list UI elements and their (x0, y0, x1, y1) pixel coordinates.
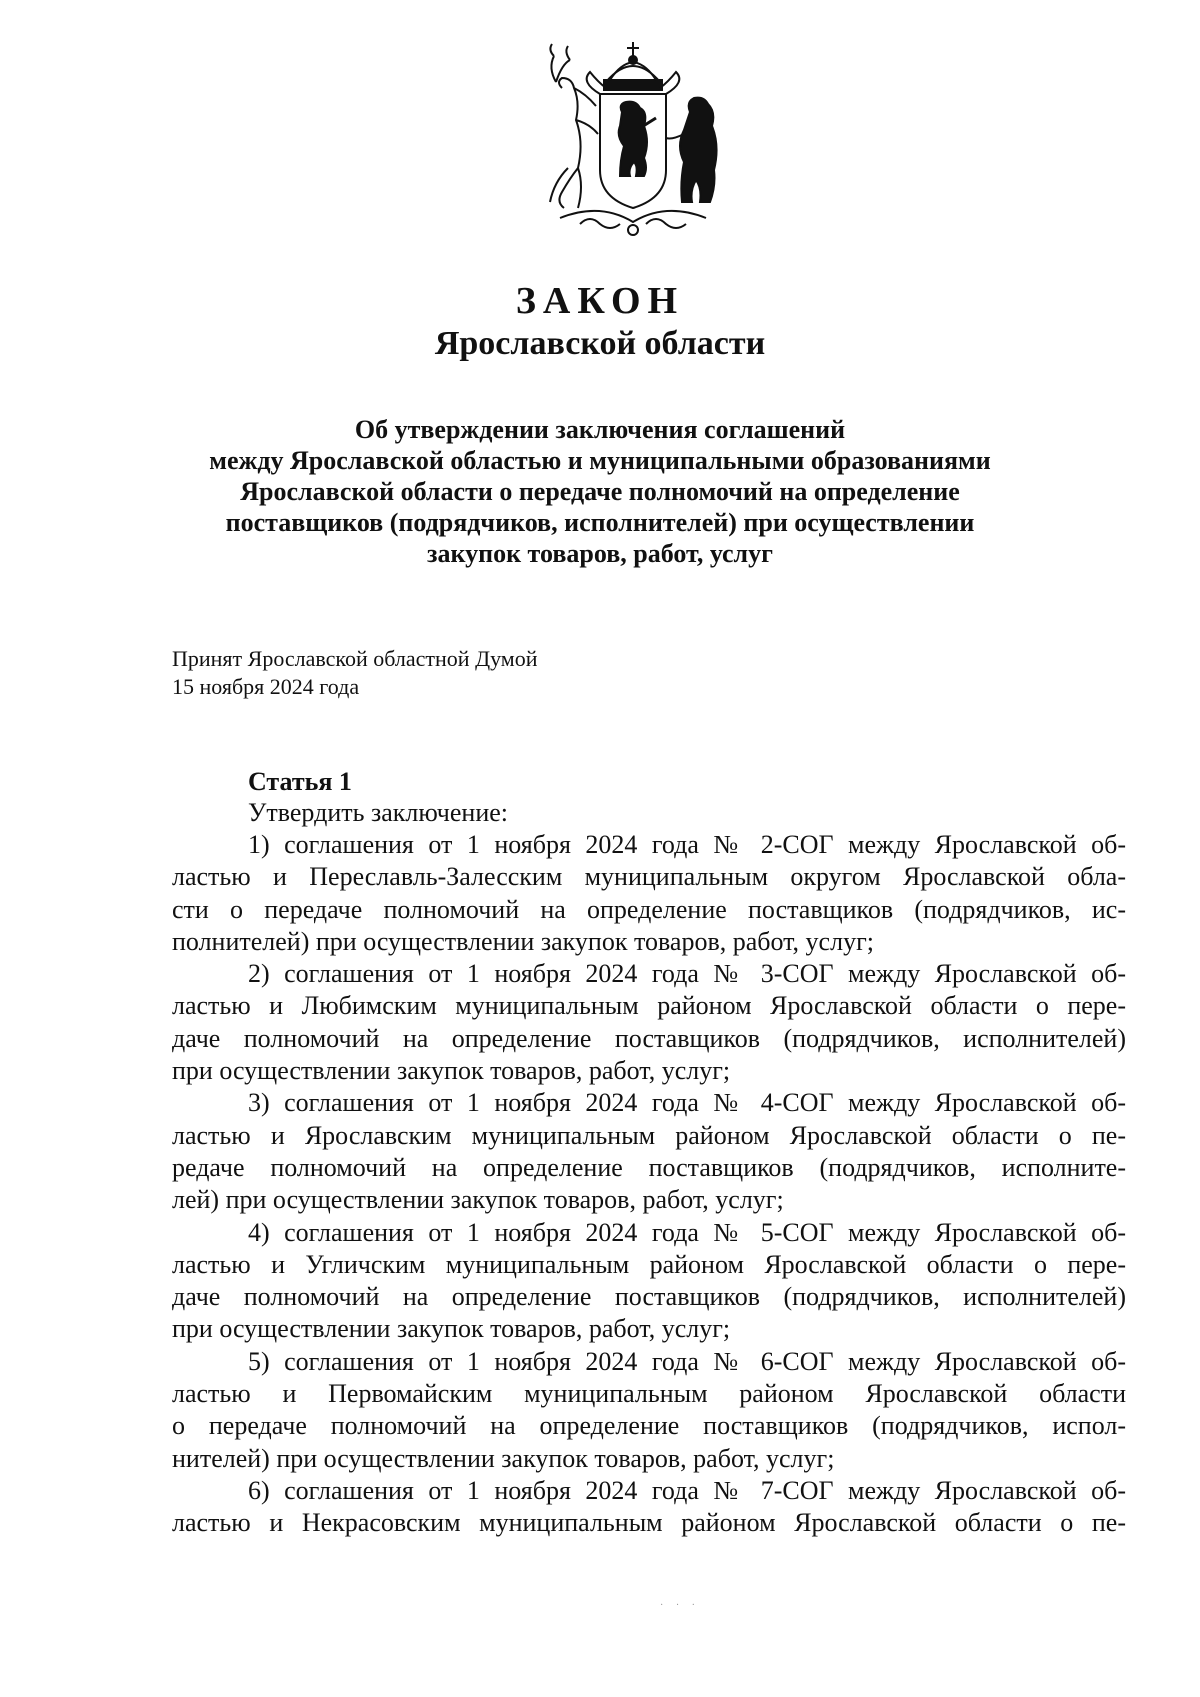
text-line: 5) соглашения от 1 ноября 2024 года № 6-СОГ между Ярославской об- (248, 1346, 1126, 1376)
adoption-body: Принят Ярославской областной Думой (172, 646, 538, 671)
list-item (172, 1475, 1126, 1540)
text-line: ластью и Любимским муниципальным районом Ярославской области о пере- (172, 991, 1126, 1021)
text-line: сти о передаче полномочий на определение поставщиков (подрядчиков, ис- (172, 894, 1126, 924)
list-item (172, 1087, 1126, 1216)
heading-line: поставщиков (подрядчиков, исполнителей) при осуществлении (225, 508, 975, 537)
document-subtitle: Ярославской области (434, 325, 766, 362)
text-line: при осуществлении закупок товаров, работ, услуг; (172, 1314, 731, 1344)
document-title: ЗАКОН (515, 280, 685, 322)
adoption-date: 15 ноября 2024 года (172, 674, 360, 699)
text-line: даче полномочий на определение поставщиков (подрядчиков, исполнителей) (172, 1282, 1126, 1312)
text-line: 3) соглашения от 1 ноября 2024 года № 4-СОГ между Ярославской об- (248, 1088, 1126, 1118)
text-line: 6) соглашения от 1 ноября 2024 года № 7-СОГ между Ярославской об- (248, 1475, 1126, 1505)
text-line: редаче полномочий на определение поставщиков (подрядчиков, исполните- (172, 1152, 1126, 1182)
text-line: полнителей) при осуществлении закупок товаров, работ, услуг; (172, 926, 874, 956)
text-line: 2) соглашения от 1 ноября 2024 года № 3-СОГ между Ярославской об- (248, 959, 1126, 989)
article-intro: Утвердить заключение: (248, 798, 509, 827)
list-item (172, 958, 1126, 1087)
scan-artifact: · · · (660, 1600, 695, 1611)
text-line: ластью и Некрасовским муниципальным районом Ярославской области о пе- (172, 1508, 1126, 1538)
heading-line: закупок товаров, работ, услуг (427, 539, 773, 568)
text-line: ластью и Переславль-Залесским муниципальным округом Ярославской обла- (172, 862, 1126, 892)
yaroslavl-coat-of-arms-icon (540, 42, 726, 240)
text-line: ластью и Угличским муниципальным районом Ярославской области о пере- (172, 1249, 1126, 1279)
list-item (172, 1217, 1126, 1346)
text-line: 4) соглашения от 1 ноября 2024 года № 5-СОГ между Ярославской об- (248, 1217, 1126, 1247)
text-line: лей) при осуществлении закупок товаров, работ, услуг; (172, 1185, 784, 1215)
text-line: о передаче полномочий на определение поставщиков (подрядчиков, испол- (172, 1411, 1126, 1441)
article-title: Статья 1 (248, 767, 352, 796)
heading-line: Ярославской области о передаче полномочий на определение (240, 477, 960, 506)
article-body (172, 829, 1126, 1540)
adoption-note (172, 645, 538, 701)
text-line: нителей) при осуществлении закупок товаров, работ, услуг; (172, 1443, 835, 1473)
law-heading (150, 414, 1050, 569)
text-line: 1) соглашения от 1 ноября 2024 года № 2-СОГ между Ярославской об- (248, 830, 1126, 859)
list-item (172, 1346, 1126, 1475)
text-line: ластью и Первомайским муниципальным районом Ярославской области (172, 1379, 1126, 1409)
heading-line: между Ярославской областью и муниципальными образованиями (209, 446, 991, 475)
text-line: даче полномочий на определение поставщиков (подрядчиков, исполнителей) (172, 1023, 1126, 1053)
text-line: при осуществлении закупок товаров, работ, услуг; (172, 1056, 731, 1086)
list-item (172, 829, 1126, 958)
text-line: ластью и Ярославским муниципальным районом Ярославской области о пе- (172, 1120, 1126, 1150)
heading-line: Об утверждении заключения соглашений (354, 415, 846, 444)
